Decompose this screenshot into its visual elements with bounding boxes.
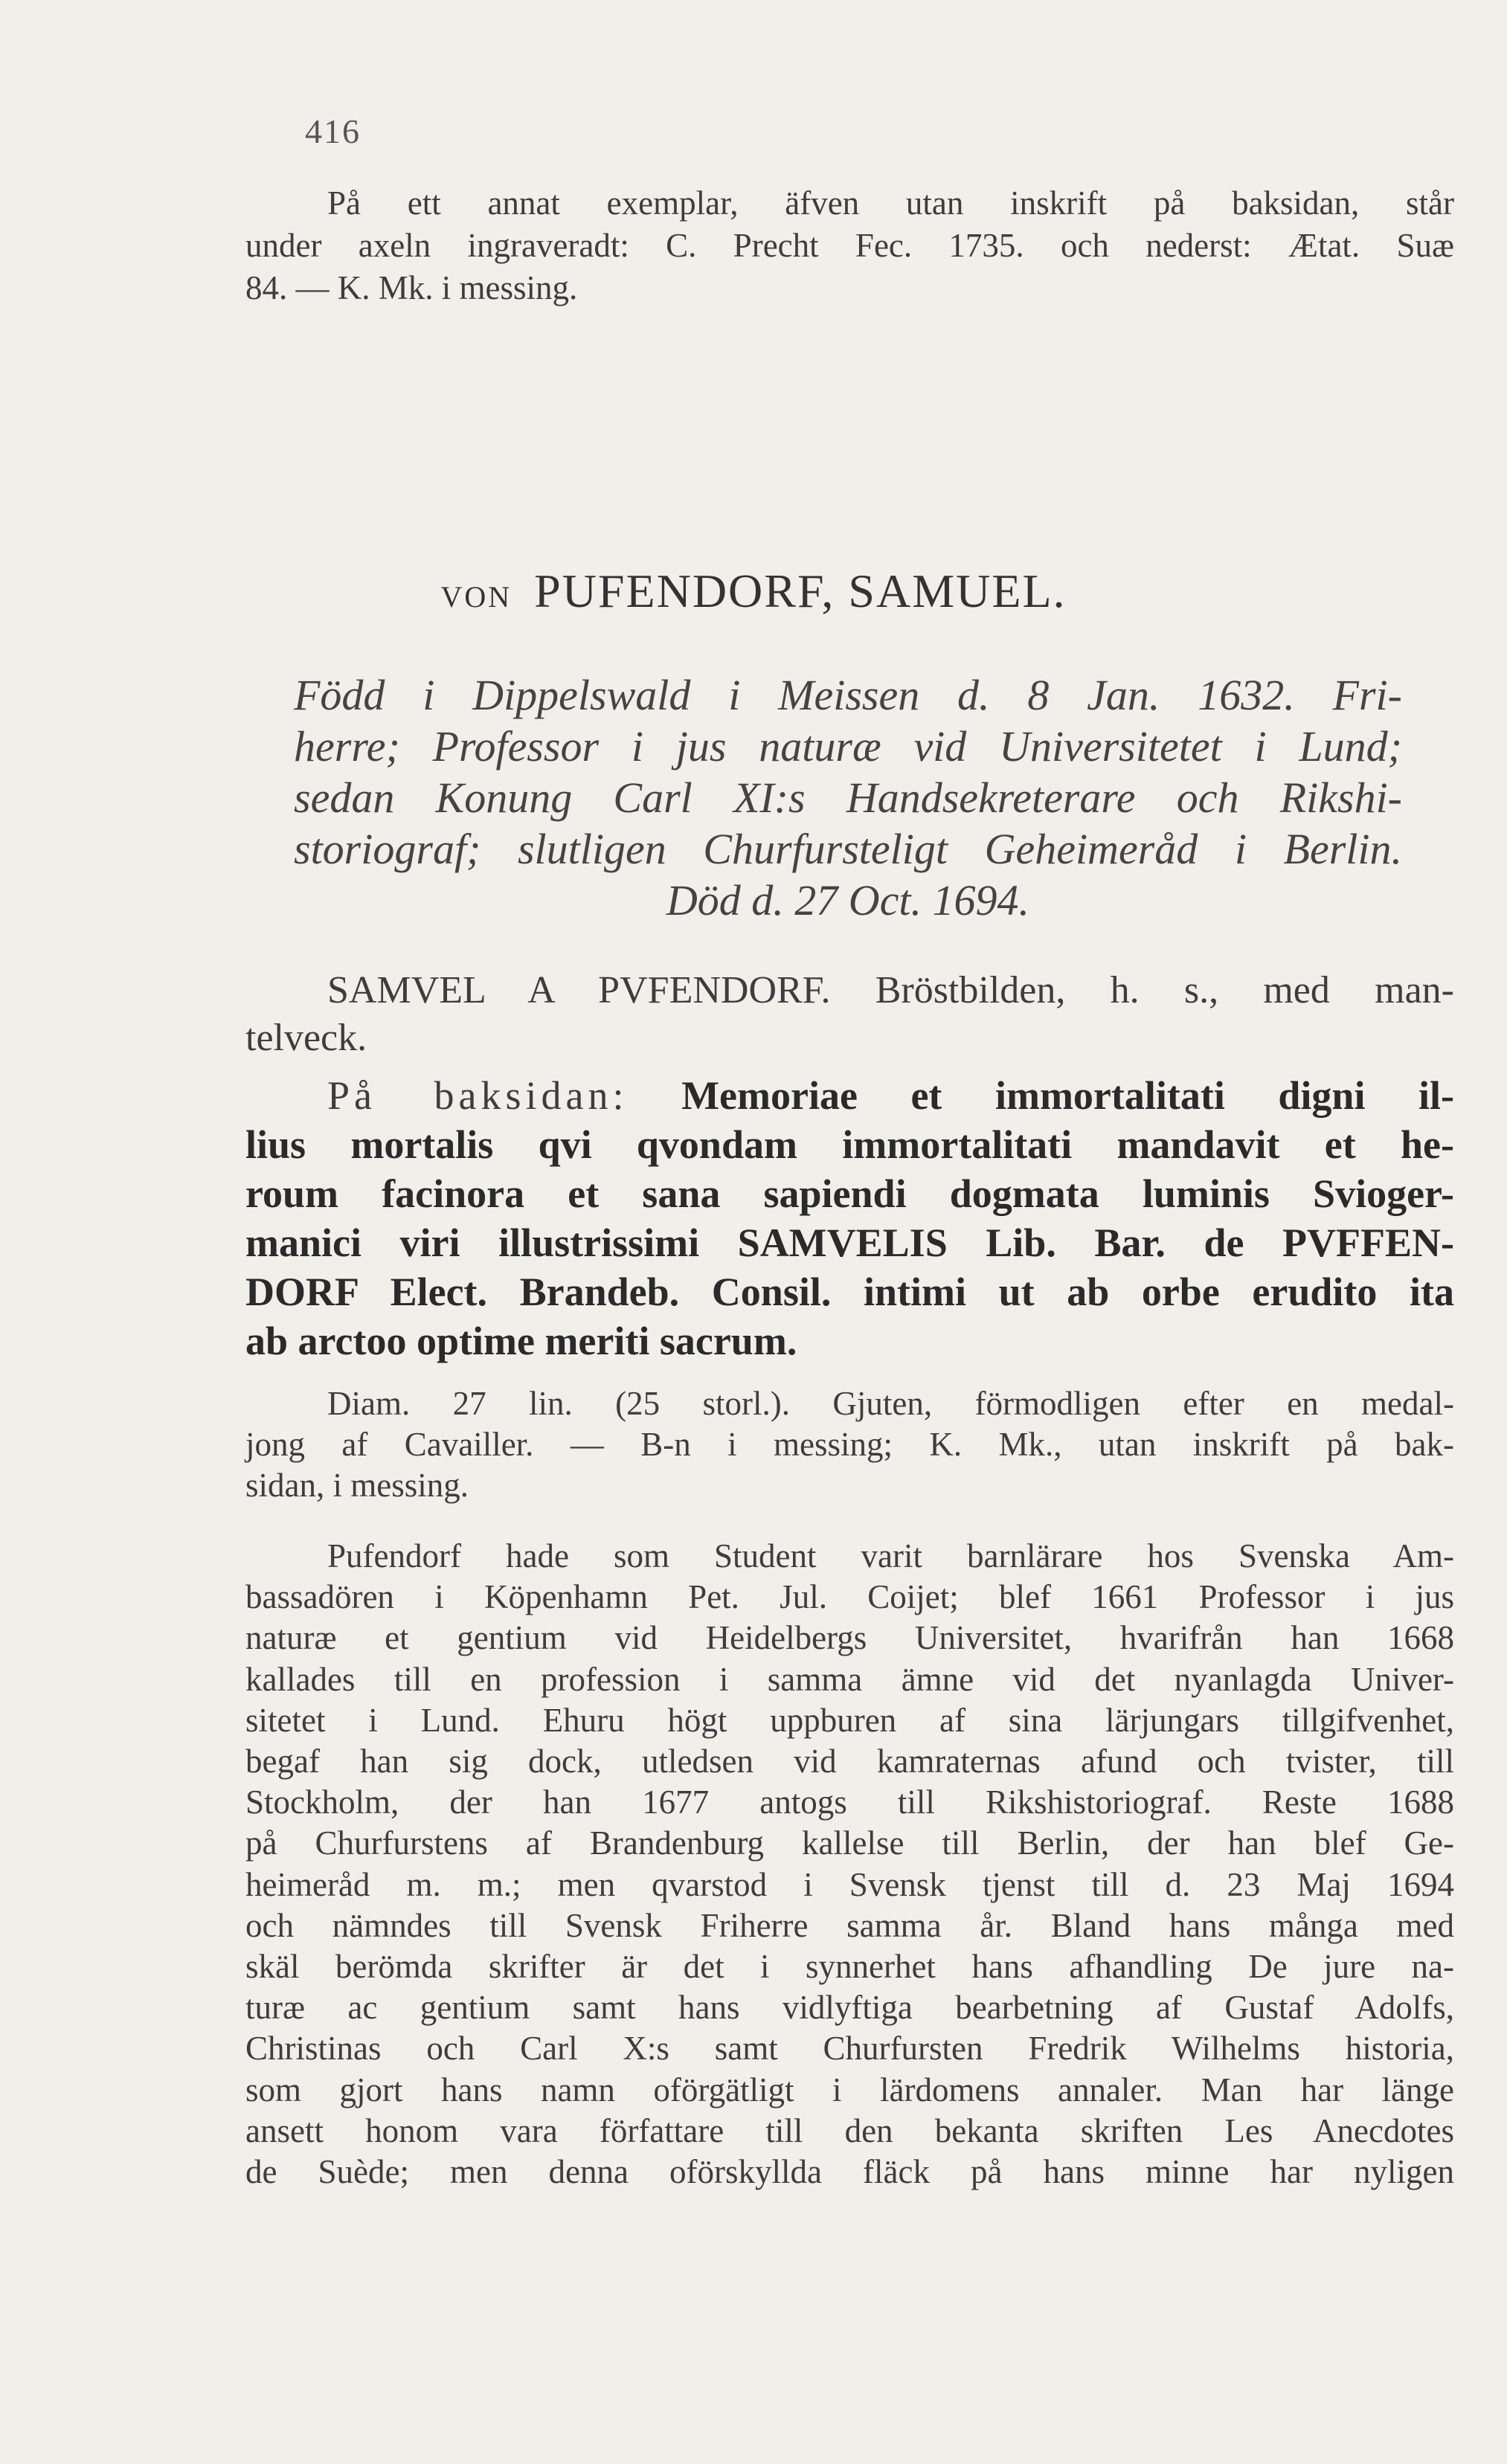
intro-paragraph [245,182,1454,309]
heading-prefix: VON [440,580,512,614]
note-line: Pufendorf hade som Student varit barnlärare hos Svenska Am- [327,1537,1454,1574]
note-line: Stockholm, der han 1677 antogs till Rikshistoriograf. Reste 1688 [245,1783,1454,1821]
inscription-text: Memoriae et immortalitati digni il- [681,1073,1454,1118]
intro-line: 84. — K. Mk. i messing. [245,269,578,306]
reverse-inscription [245,1071,1454,1366]
note-line: heimeråd m. m.; men qvarstod i Svensk tjenst till d. 23 Maj 1694 [245,1865,1454,1903]
diam-line: Diam. 27 lin. (25 storl.). Gjuten, förmodligen efter en medal- [327,1385,1454,1422]
note-line: de Suède; men denna oförskyllda fläck på hans minne har nyligen [245,2153,1454,2191]
entry-heading [0,564,1507,619]
medal-line: telveck. [245,1017,367,1059]
note-line: som gjort hans namn oförgätligt i lärdomens annaler. Man har länge [245,2071,1454,2108]
reverse-lead: På baksidan: [327,1073,629,1118]
note-line: kallades till en profession i samma ämne vid det nyanlagda Univer- [245,1660,1454,1698]
note-line: Christinas och Carl X:s samt Churfursten Fredrik Wilhelms historia, [245,2030,1454,2068]
inscription-line: DORF Elect. Brandeb. Consil. intimi ut ab orbe erudito ita [245,1270,1454,1314]
medal-description [245,967,1454,1062]
bio-line: herre; Professor i jus naturæ vid Universitetet i Lund; [294,722,1402,771]
note-line: och nämndes till Svensk Friherre samma år. Bland hans många med [245,1906,1454,1944]
note-line: begaf han sig dock, utledsen vid kamraternas afund och tvister, till [245,1743,1454,1781]
note-line: sitetet i Lund. Ehuru högt uppburen af sina lärjungars tillgifvenhet, [245,1701,1454,1739]
bio-line: sedan Konung Carl XI:s Handsekreterare och Rikshi- [294,773,1402,822]
bio-line: Död d. 27 Oct. 1694. [666,876,1030,924]
inscription-line: roum facinora et sana sapiendi dogmata luminis Svioger- [245,1171,1454,1216]
bio-line: storiograf; slutligen Churfursteligt Geheimeråd i Berlin. [294,825,1402,873]
note-line: bassadören i Köpenhamn Pet. Jul. Coijet; blef 1661 Professor i jus [245,1578,1454,1616]
note-line: skäl berömda skrifter är det i synnerhet hans afhandling De jure na- [245,1948,1454,1986]
inscription-line [245,1071,1454,1120]
note-line: på Churfurstens af Brandenburg kallelse till Berlin, der han blef Ge- [245,1824,1454,1862]
dimensions-paragraph [245,1383,1454,1506]
note-line: naturæ et gentium vid Heidelbergs Universitet, hvarifrån han 1668 [245,1619,1454,1657]
biography-summary [294,669,1402,926]
inscription-line: manici viri illustrissimi SAMVELIS Lib. Bar. de PVFFEN- [245,1220,1454,1265]
biographical-note [245,1536,1454,2193]
medal-line: SAMVEL A PVFENDORF. Bröstbilden, h. s., med man- [327,969,1454,1011]
page-number: 416 [305,112,361,150]
inscription-line: ab arctoo optime meriti sacrum. [245,1319,797,1363]
diam-line: jong af Cavailler. — B-n i messing; K. Mk., utan inskrift på bak- [245,1426,1454,1463]
heading-name: PUFENDORF, SAMUEL. [534,564,1067,617]
diam-line: sidan, i messing. [245,1467,469,1504]
note-line: ansett honom vara författare till den bekanta skriften Les Anecdotes [245,2111,1454,2149]
intro-line: under axeln ingraveradt: C. Precht Fec. 1735. och nederst: Ætat. Suæ [245,227,1454,264]
inscription-line: lius mortalis qvi qvondam immortalitati mandavit et he- [245,1122,1454,1167]
bio-line: Född i Dippelswald i Meissen d. 8 Jan. 1632. Fri- [294,671,1402,719]
intro-line: På ett annat exemplar, äfven utan inskrift på baksidan, står [327,184,1454,222]
note-line: turæ ac gentium samt hans vidlyftiga bearbetning af Gustaf Adolfs, [245,1989,1454,2027]
